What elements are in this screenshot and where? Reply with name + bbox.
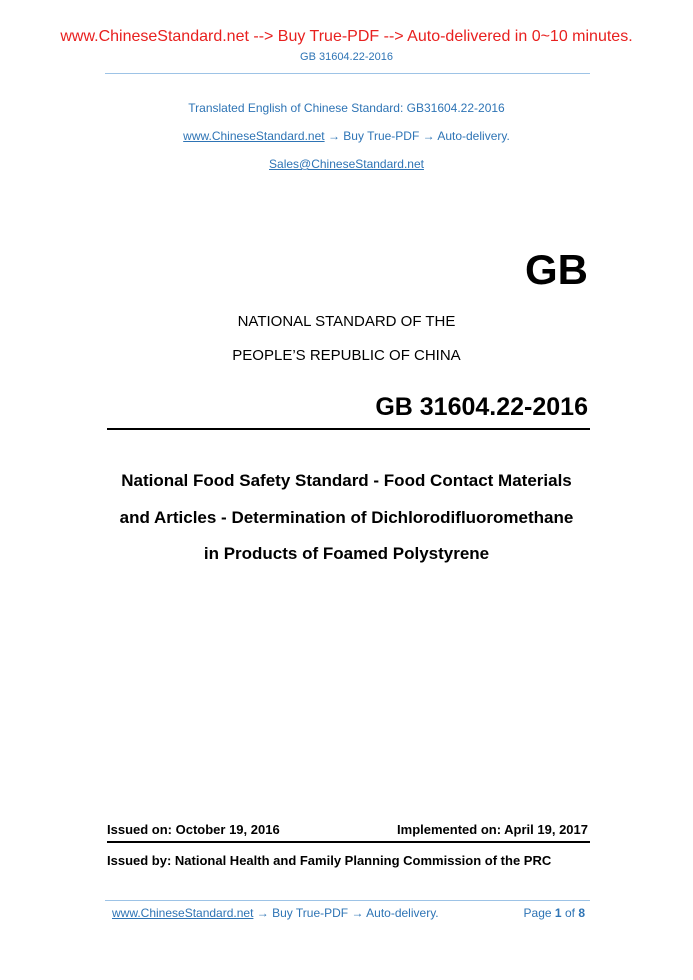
code-underline (107, 428, 590, 430)
issued-on: Issued on: October 19, 2016 (107, 822, 280, 837)
footer-divider (105, 900, 590, 901)
header-divider (105, 73, 590, 74)
top-banner[interactable]: www.ChineseStandard.net --> Buy True-PDF --> Auto-delivered in 0~10 minutes. (60, 28, 633, 45)
translation-note: Translated English of Chinese Standard: GB31604.22-2016 (188, 101, 505, 115)
footer-purchase-line (112, 906, 439, 920)
national-standard-line2: PEOPLE’S REPUBLIC OF CHINA (232, 347, 461, 364)
page-indicator (524, 906, 585, 920)
of-label: of (564, 906, 575, 920)
auto-delivery-text: Auto-delivery. (437, 129, 510, 143)
footer-buy-text: Buy True-PDF (272, 906, 349, 920)
buy-true-pdf-text: Buy True-PDF (343, 129, 420, 143)
page-number: 1 (554, 906, 562, 920)
national-standard-line1: NATIONAL STANDARD OF THE (237, 313, 456, 330)
arrow-right-icon: → (351, 906, 364, 920)
dates-underline (107, 841, 590, 843)
header-doc-code: GB 31604.22-2016 (300, 51, 393, 63)
sales-email-link[interactable]: Sales@ChineseStandard.net (269, 157, 424, 171)
issued-by: Issued by: National Health and Family Planning Commission of the PRC (107, 853, 552, 868)
total-pages: 8 (578, 906, 585, 920)
implemented-on: Implemented on: April 19, 2017 (397, 822, 588, 837)
standard-code: GB 31604.22-2016 (375, 393, 588, 421)
email-line (0, 157, 693, 171)
title-line3: in Products of Foamed Polystyrene (203, 544, 490, 563)
page-label: Page (523, 906, 552, 920)
footer-site-link[interactable]: www.ChineseStandard.net (112, 906, 254, 920)
arrow-right-icon: → (256, 906, 269, 920)
arrow-right-icon: → (422, 129, 435, 143)
site-link[interactable]: www.ChineseStandard.net (183, 129, 325, 143)
purchase-line (0, 129, 693, 143)
title-line1: National Food Safety Standard - Food Contact Materials (121, 471, 572, 490)
title-line2: and Articles - Determination of Dichlorodifluoromethane (119, 508, 574, 527)
footer-auto-delivery-text: Auto-delivery. (366, 906, 439, 920)
gb-mark: GB (525, 246, 588, 293)
arrow-right-icon: → (327, 129, 340, 143)
